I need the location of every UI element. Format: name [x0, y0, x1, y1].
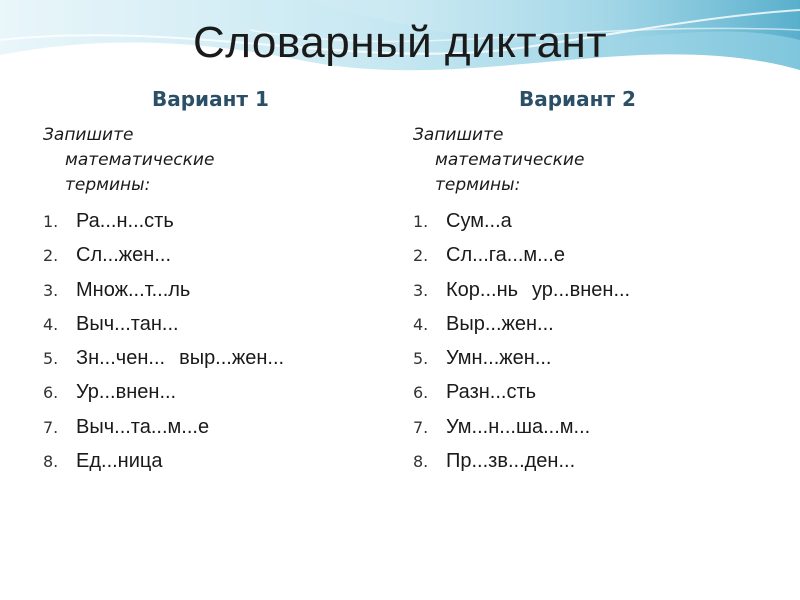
variant1-instruction-line1: Запишите — [43, 125, 134, 145]
item-number: 8. — [43, 452, 59, 472]
list-item — [43, 279, 393, 313]
list-item — [43, 313, 393, 347]
item-number: 4. — [43, 314, 59, 334]
term-text: Множ...т...ль — [76, 278, 191, 301]
item-number: 6. — [413, 383, 429, 403]
list-item — [43, 416, 393, 450]
item-number: 8. — [413, 452, 429, 472]
item-number: 3. — [413, 280, 429, 300]
term-text: Разн...сть — [446, 381, 537, 404]
list-item — [43, 381, 393, 415]
list-item — [43, 347, 393, 381]
term-text-part2: выр...жен... — [179, 347, 285, 370]
variant1-instruction-line3: термины: — [65, 175, 151, 195]
list-item — [413, 313, 763, 347]
variant2-instruction — [413, 123, 763, 198]
list-item — [43, 244, 393, 278]
list-item — [413, 244, 763, 278]
variant2-instruction-line2: математические — [435, 150, 585, 170]
term-text-part1: Зн...чен... — [76, 347, 166, 370]
term-text: Выч...тан... — [76, 312, 179, 335]
variant1-heading: Вариант 1 — [152, 87, 269, 111]
term-text: Сл...га...м...е — [446, 244, 565, 267]
term-text: Выч...та...м...е — [76, 415, 210, 438]
item-number: 2. — [43, 246, 59, 266]
item-number: 4. — [413, 314, 429, 334]
variant1-instruction — [43, 123, 393, 198]
list-item — [413, 381, 763, 415]
variant1-column — [43, 123, 393, 484]
term-text: Пр...зв...ден... — [446, 450, 576, 473]
list-item — [413, 347, 763, 381]
item-number: 3. — [43, 280, 59, 300]
list-item — [43, 210, 393, 244]
list-item — [43, 450, 393, 484]
variant2-instruction-line3: термины: — [435, 175, 521, 195]
term-text: Ум...н...ша...м... — [446, 415, 591, 438]
list-item — [413, 279, 763, 313]
term-text: Умн...жен... — [446, 347, 552, 370]
variant2-term-list — [413, 210, 763, 484]
item-number: 1. — [43, 212, 59, 231]
variant2-column — [413, 123, 763, 484]
term-text-part1: Кор...нь — [446, 278, 519, 301]
term-text: Сум...а — [446, 210, 512, 232]
term-text-part2: ур...внен... — [532, 278, 631, 301]
page-title: Словарный диктант — [192, 18, 608, 67]
term-text: Ур...внен... — [76, 381, 177, 404]
term-text — [76, 347, 284, 370]
term-text — [446, 279, 630, 302]
list-item — [413, 450, 763, 484]
item-number: 2. — [413, 246, 429, 266]
variant2-instruction-line1: Запишите — [413, 125, 504, 145]
term-text: Выр...жен... — [446, 312, 554, 335]
term-text: Ед...ница — [76, 450, 163, 473]
list-item — [413, 416, 763, 450]
term-text: Ра...н...сть — [76, 210, 174, 232]
list-item — [413, 210, 763, 244]
variant1-term-list — [43, 210, 393, 484]
term-text: Сл...жен... — [76, 244, 171, 267]
variant2-heading: Вариант 2 — [519, 87, 636, 111]
item-number: 1. — [413, 212, 429, 231]
item-number: 7. — [413, 417, 429, 437]
item-number: 6. — [43, 383, 59, 403]
variant1-instruction-line2: математические — [65, 150, 215, 170]
item-number: 7. — [43, 417, 59, 437]
item-number: 5. — [413, 349, 429, 369]
item-number: 5. — [43, 349, 59, 369]
